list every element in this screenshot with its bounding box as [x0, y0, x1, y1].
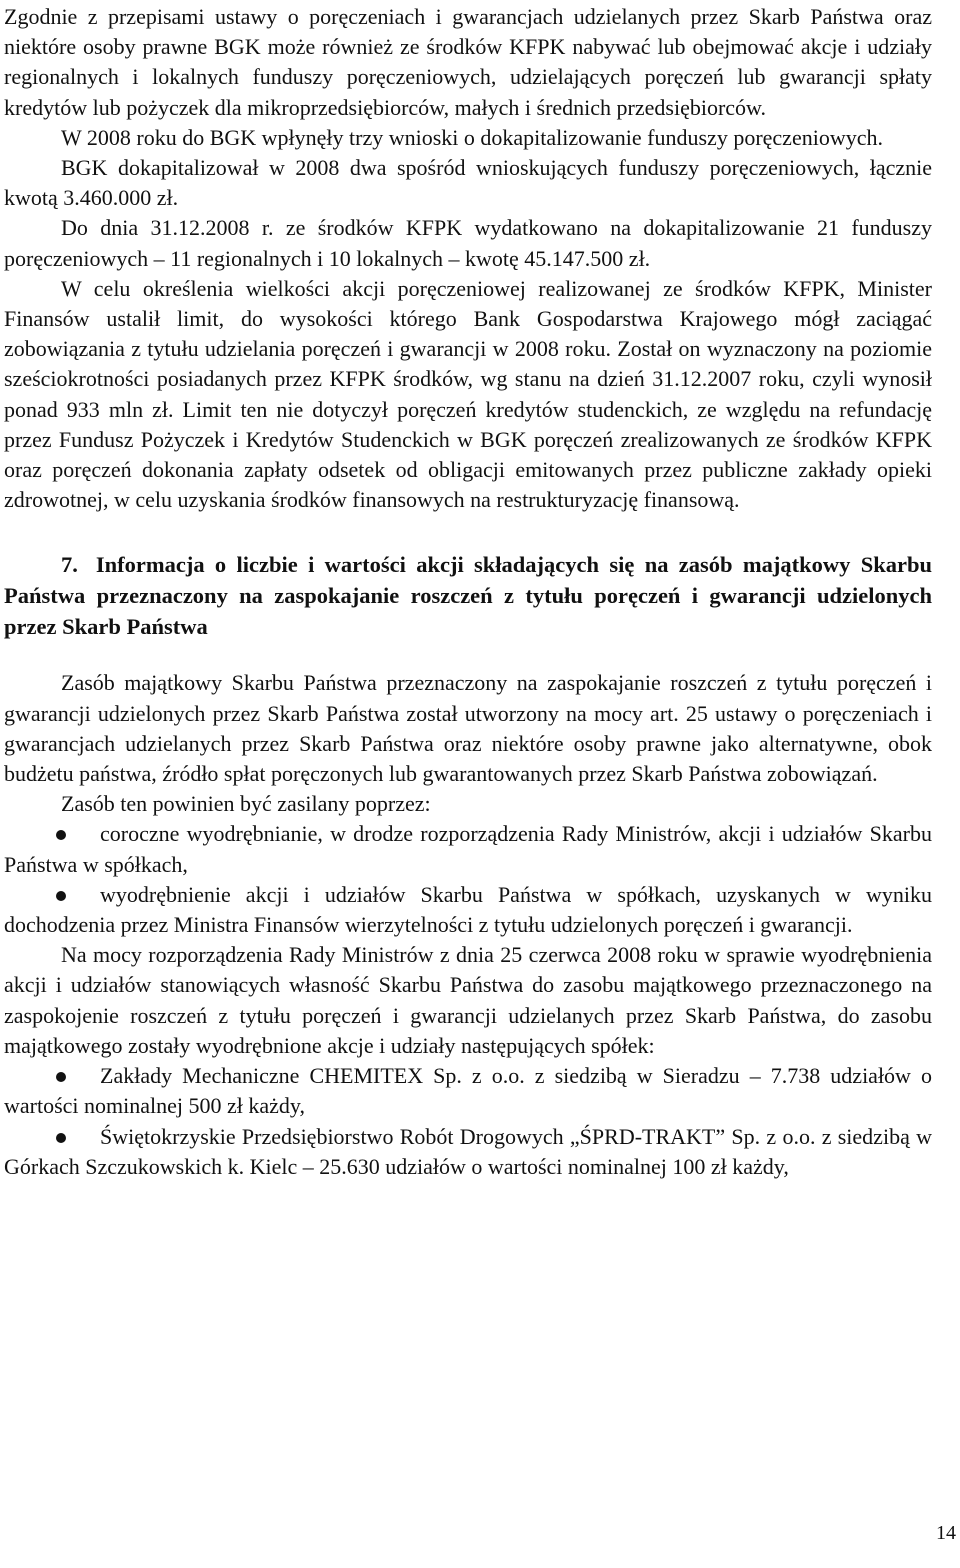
paragraph-zasob: Zasób majątkowy Skarbu Państwa przeznaczony na zaspokajanie roszczeń z tytułu poręczeń i gwarancji udzielonych przez Skarb Państwa został utworzony na mocy art. 25 ustawy o poręczeniach i gwarancjach udzielanych przez Skarb Państwa oraz niektóre osoby prawne jako alternatywne, obok budżetu państwa, źródło spłat poręczonych lub gwarantowanych przez Skarb Państwa zobowiązań.	[4, 670, 932, 787]
paragraph-zasilany: Zasób ten powinien być zasilany poprzez:	[61, 791, 431, 817]
bullet-dot-icon	[56, 1072, 66, 1082]
paragraph-limit: W celu określenia wielkości akcji poręczeniowej realizowanej ze środków KFPK, Minister Finansów ustalił limit, do wysokości którego Bank Gospodarstwa Krajowego mógł zaciągać zobowiązania z tytułu udzielania poręczeń i gwarancji w 2008 roku. Został on wyznaczony na poziomie sześciokrotności posiadanych przez KFPK środków, wg stanu na dzień 31.12.2007 roku, czyli wynosił ponad 933 mln zł. Limit ten nie dotyczył poręczeń kredytów studenckich, ze względu na refundację przez Fundusz Pożyczek i Kredytów Studenckich w BGK poręczeń zrealizowanych ze środków KFPK oraz poręczeń dokonania zapłaty odsetek od obligacji emitowanych przez publiczne zakłady opieki zdrowotnej, w celu uzyskania środków finansowych na restrukturyzację finansową.	[4, 275, 932, 513]
bullet-item	[4, 1061, 932, 1121]
paragraph-kfpk-intro: Zgodnie z przepisami ustawy o poręczeniach i gwarancjach udzielanych przez Skarb Państwa oraz niektóre osoby prawne BGK może również ze środków KFPK nabywać lub obejmować akcje i udziały regionalnych i lokalnych funduszy poręczeniowych, udzielających poręczeń lub gwarancji spłaty kredytów lub pożyczek dla mikroprzedsiębiorców, małych i średnich przedsiębiorców.	[4, 4, 932, 120]
page-number: 14	[936, 1522, 956, 1544]
document-page	[4, 2, 932, 1182]
bullet-dot-icon	[56, 1133, 66, 1143]
bullet-text: Zakłady Mechaniczne CHEMITEX Sp. z o.o. z siedzibą w Sieradzu – 7.738 udziałów o wartości nominalnej 500 zł każdy,	[4, 1063, 932, 1119]
bullet-text: Świętokrzyskie Przedsiębiorstwo Robót Drogowych „ŚPRD-TRAKT” Sp. z o.o. z siedzibą w Górkach Szczukowskich k. Kielc – 25.630 udziałów o wartości nominalnej 100 zł każdy,	[4, 1123, 932, 1179]
section-number: 7.	[61, 552, 78, 578]
paragraph-rozporzadzenie: Na mocy rozporządzenia Rady Ministrów z dnia 25 czerwca 2008 roku w sprawie wyodrębnienia akcji i udziałów stanowiących własność Skarbu Państwa do zasobu majątkowego przeznaczonego na zaspokojenie roszczeń z tytułu poręczeń i gwarancji udzielanych przez Skarb Państwa, do zasobu majątkowego zostały wyodrębnione akcje i udziały następujących spółek:	[4, 942, 932, 1058]
paragraph-wydatkowano: Do dnia 31.12.2008 r. ze środków KFPK wydatkowano na dokapitalizowanie 21 funduszy poręczeniowych – 11 regionalnych i 10 lokalnych – kwotę 45.147.500 zł.	[4, 215, 932, 271]
bullet-item	[4, 819, 932, 879]
bullet-text: coroczne wyodrębnianie, w drodze rozporządzenia Rady Ministrów, akcji i udziałów Skarbu Państwa w spółkach,	[4, 821, 932, 877]
section-title: Informacja o liczbie i wartości akcji składających się na zasób majątkowy Skarbu Państwa przeznaczony na zaspokajanie roszczeń z tytułu poręczeń i gwarancji udzielonych przez Skarb Państwa	[4, 552, 932, 640]
section-heading	[4, 549, 932, 642]
bullet-dot-icon	[56, 830, 66, 840]
bullet-dot-icon	[56, 891, 66, 901]
bullet-text: wyodrębnienie akcji i udziałów Skarbu Państwa w spółkach, uzyskanych w wyniku dochodzenia przez Ministra Finansów wierzytelności z tytułu udzielonych poręczeń i gwarancji.	[4, 881, 932, 938]
bullet-item	[4, 880, 932, 940]
paragraph-wnioski: W 2008 roku do BGK wpłynęły trzy wnioski o dokapitalizowanie funduszy poręczeniowych.	[61, 124, 883, 150]
bullet-item	[4, 1122, 932, 1182]
spacer	[4, 642, 932, 668]
paragraph-dokapitalizowal: BGK dokapitalizował w 2008 dwa spośród wnioskujących funduszy poręczeniowych, łącznie kwotą 3.460.000 zł.	[4, 155, 932, 211]
